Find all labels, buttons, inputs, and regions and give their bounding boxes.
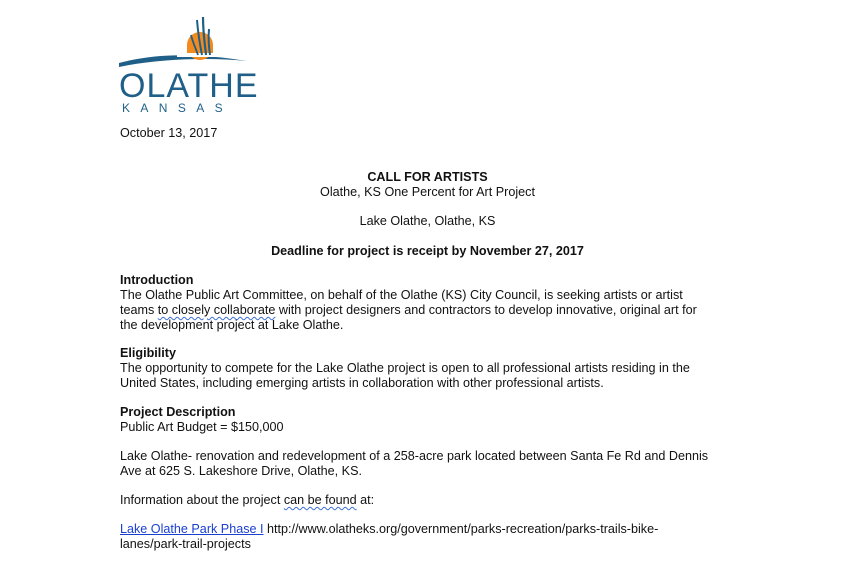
introduction-line: The Olathe Public Art Committee, on behalf of the Olathe (KS) City Council, is seeking artists or artist: [120, 288, 683, 302]
project-location: Lake Olathe, Olathe, KS: [359, 214, 496, 228]
logo-state-name: KANSAS: [122, 101, 234, 115]
olathe-logo: [117, 15, 257, 115]
eligibility-line: The opportunity to compete for the Lake Olathe project is open to all professional artists residing in the: [120, 361, 690, 375]
description-line: Lake Olathe- renovation and redevelopment of a 258-acre park located between Santa Fe Rd and Dennis: [120, 449, 709, 463]
eligibility-heading: Eligibility: [120, 346, 176, 360]
eligibility-line: United States, including emerging artists in collaboration with other professional artists.: [120, 376, 604, 390]
introduction-paragraph: [120, 288, 720, 333]
project-info-line: [120, 493, 374, 508]
project-link-paragraph: [120, 522, 720, 552]
introduction-text: with project designers and contractors to develop innovative, original art for: [275, 303, 697, 317]
project-description-paragraph: [120, 449, 720, 479]
info-text: at:: [356, 493, 375, 507]
description-line: Ave at 625 S. Lakeshore Drive, Olathe, KS.: [120, 464, 362, 478]
call-title: CALL FOR ARTISTS: [367, 170, 488, 184]
introduction-line: [120, 303, 720, 318]
link-line: [120, 522, 720, 537]
project-description-heading: Project Description: [120, 405, 236, 419]
letter-date: October 13, 2017: [120, 126, 218, 140]
spellcheck-flagged-text: to closely collaborate: [157, 303, 276, 317]
deadline-notice: Deadline for project is receipt by November 27, 2017: [271, 244, 584, 258]
project-url-continuation: lanes/park-trail-projects: [120, 537, 251, 551]
spellcheck-flagged-text: can be found: [283, 493, 357, 507]
lake-olathe-park-link[interactable]: Lake Olathe Park Phase I: [120, 522, 264, 536]
eligibility-paragraph: [120, 361, 720, 391]
introduction-text: teams: [120, 303, 158, 317]
info-text: Information about the project: [120, 493, 284, 507]
introduction-line: the development project at Lake Olathe.: [120, 318, 344, 332]
logo-wordmark: OLATHE: [119, 67, 259, 105]
public-art-budget: Public Art Budget = $150,000: [120, 420, 284, 434]
call-subtitle: Olathe, KS One Percent for Art Project: [320, 185, 535, 199]
project-url-text: http://www.olatheks.org/government/parks-recreation/parks-trails-bike-: [263, 522, 659, 536]
introduction-heading: Introduction: [120, 273, 194, 287]
